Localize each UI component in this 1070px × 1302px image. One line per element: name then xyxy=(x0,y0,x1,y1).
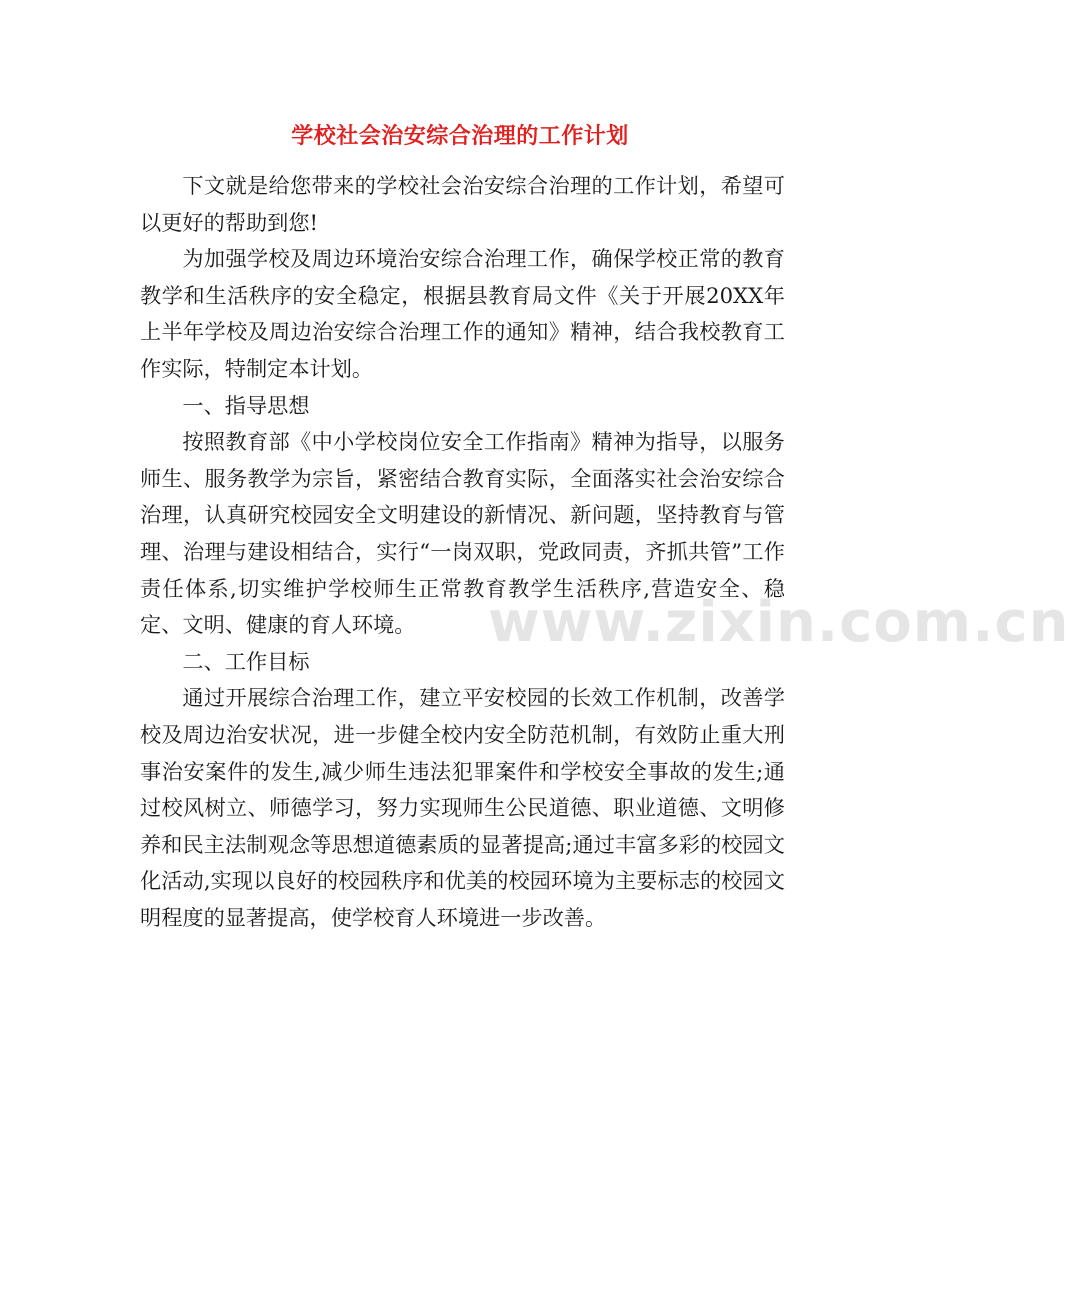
watermark-text: www.zixin.com.cn xyxy=(488,590,1070,655)
section-body-work-goals: 通过开展综合治理工作，建立平安校园的长效工作机制，改善学校及周边治安状况，进一步健全校内安全防范机制，有效防止重大刑事治安案件的发生,减少师生违法犯罪案件和学校安全事故的发生;通过校风树立、师德学习，努力实现师生公民道德、职业道德、文明修养和民主法制观念等思想道德素质的显著提高;通过丰富多彩的校园文化活动,实现以良好的校园秩序和优美的校园环境为主要标志的校园文明程度的显著提高，使学校育人环境进一步改善。 xyxy=(140,685,785,930)
intro-paragraph: 下文就是给您带来的学校社会治安综合治理的工作计划，希望可以更好的帮助到您! xyxy=(140,173,785,235)
purpose-paragraph: 为加强学校及周边环境治安综合治理工作，确保学校正常的教育教学和生活秩序的安全稳定，根据县教育局文件《关于开展20XX年上半年学校及周边治安综合治理工作的通知》精神，结合我校教育工作实际，特制定本计划。 xyxy=(140,246,785,381)
section-heading-work-goals: 二、工作目标 xyxy=(182,648,310,674)
section-heading-guiding-ideology: 一、指导思想 xyxy=(182,392,310,418)
document-title: 学校社会治安综合治理的工作计划 xyxy=(291,123,629,149)
document-body xyxy=(140,168,785,936)
section-body-guiding-ideology: 按照教育部《中小学校岗位安全工作指南》精神为指导，以服务师生、服务教学为宗旨，紧密结合教育实际，全面落实社会治安综合治理，认真研究校园安全文明建设的新情况、新问题，坚持教育与管理、治理与建设相结合，实行“一岗双职，党政同责，齐抓共管”工作责任体系,切实维护学校师生正常教育教学生活秩序,营造安全、稳定、文明、健康的育人环境。 xyxy=(140,429,785,638)
